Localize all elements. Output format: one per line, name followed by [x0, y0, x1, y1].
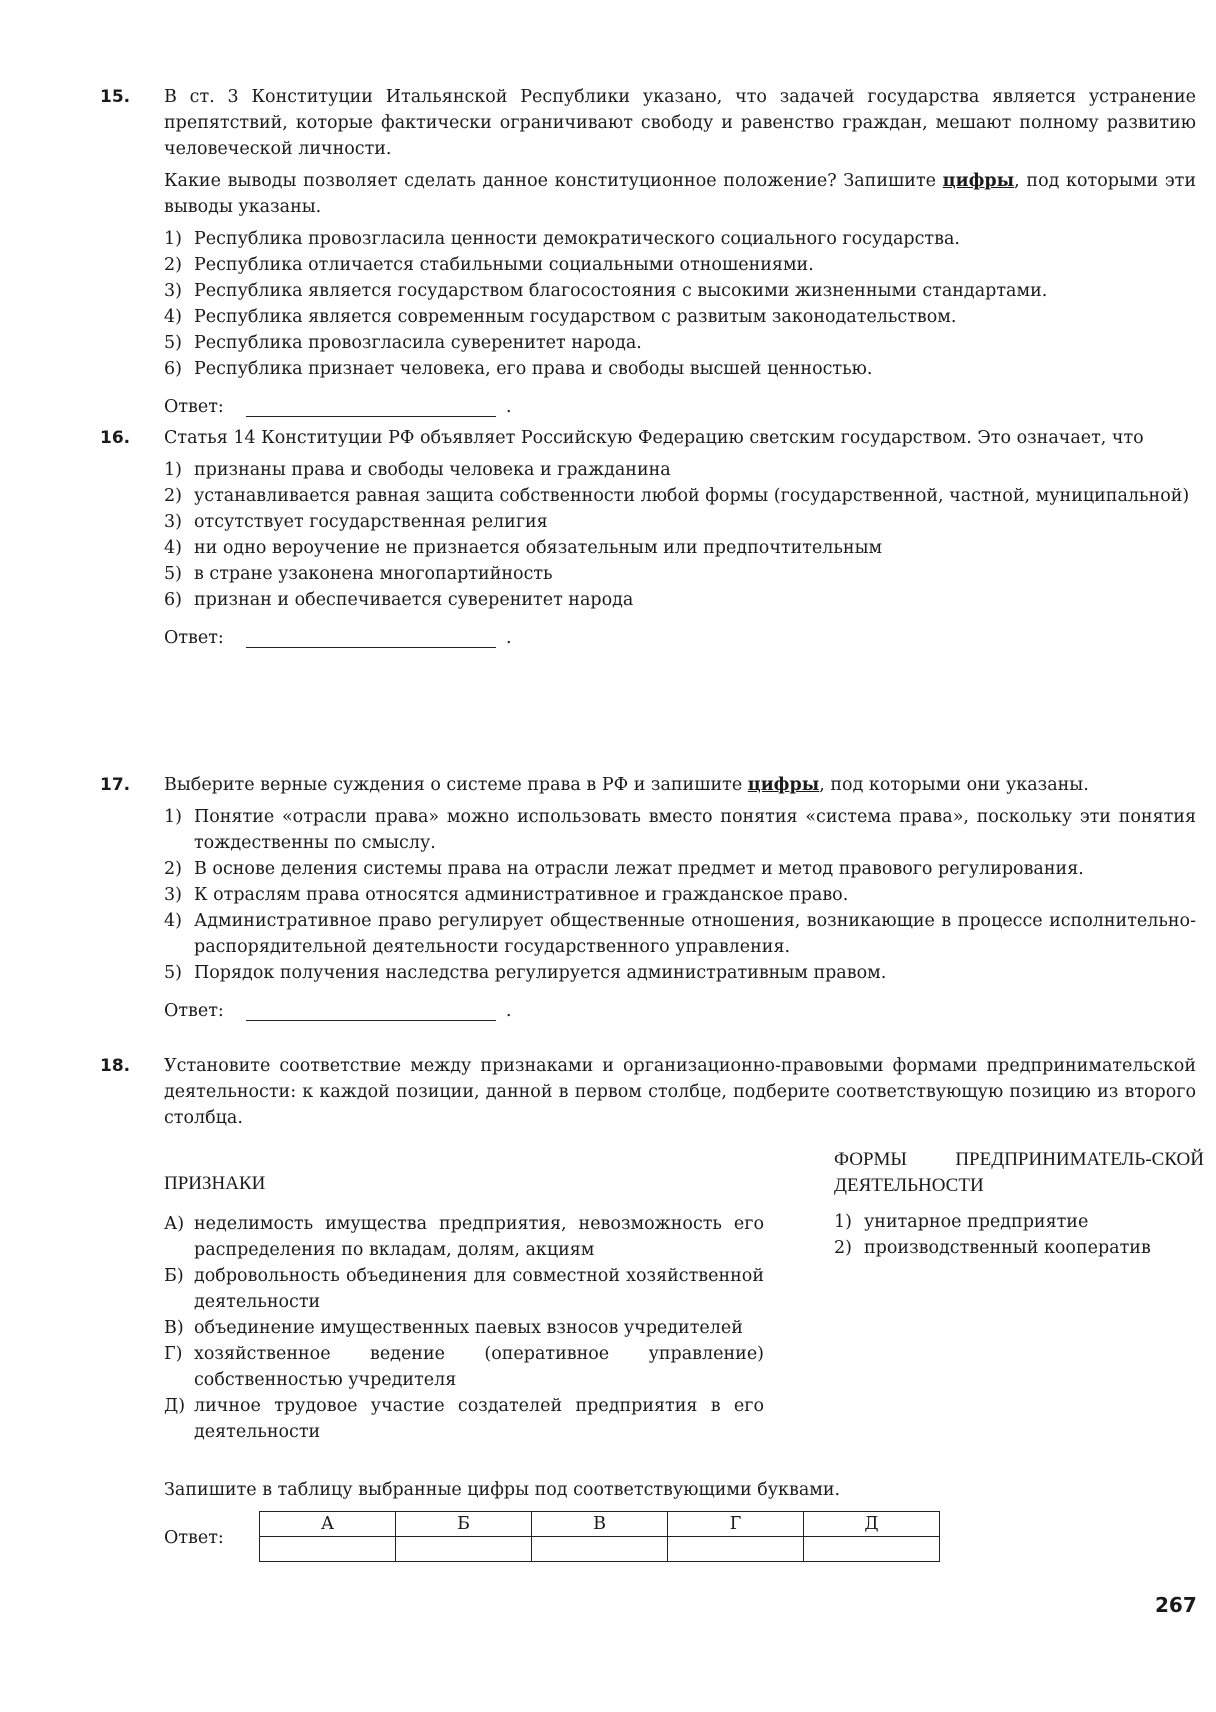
question-prompt: Выберите верные суждения о системе права в РФ и запишите цифры, под которыми они указаны. — [164, 775, 1089, 795]
answer-cell[interactable] — [260, 1537, 396, 1562]
option: 5) в стране узаконена многопартийность — [164, 564, 553, 584]
feature-item: Д) личное трудовое участие создателей предприятия в его деятельности — [164, 1396, 764, 1442]
answer-cell[interactable] — [396, 1537, 532, 1562]
answer-label: Ответ: — [164, 397, 224, 417]
option: 1) Понятие «отрасли права» можно использовать вместо понятия «система права», поскольку эти понятия тождественны по смыслу. — [164, 807, 1196, 853]
answer-label: Ответ: — [164, 1001, 224, 1021]
answer-field[interactable]: Ответ: . — [164, 394, 1196, 420]
question-18 — [100, 1053, 1204, 1571]
question-text: В ст. 3 Конституции Итальянской Республики указано, что задачей государства является устранение препятствий, которые фактически ограничивают свободу и равенство граждан, мешают полному развитию человеческой личности. — [164, 87, 1196, 159]
table-instruction: Запишите в таблицу выбранные цифры под соответствующими буквами. — [164, 1480, 841, 1500]
answer-cell[interactable] — [668, 1537, 804, 1562]
left-column — [164, 1147, 764, 1445]
matching-columns — [164, 1147, 1204, 1477]
question-prompt: Какие выводы позволяет сделать данное конституционное положение? Запишите цифры, под которыми эти выводы указаны. — [164, 171, 1196, 217]
option: 2) Республика отличается стабильными социальными отношениями. — [164, 255, 814, 275]
answer-cell[interactable] — [804, 1537, 940, 1562]
option: 3) отсутствует государственная религия — [164, 512, 548, 532]
question-text: Установите соответствие между признаками и организационно-правовыми формами предпринимательской деятельности: к каждой позиции, данной в первом столбце, подберите соответствующую позицию из второго столбца. — [164, 1056, 1196, 1128]
answer-table — [259, 1511, 940, 1562]
option: 4) ни одно вероучение не признается обязательным или предпочтительным — [164, 538, 883, 558]
options-list — [164, 226, 1196, 382]
answer-field[interactable]: Ответ: . — [164, 625, 1196, 651]
answer-label: Ответ: — [164, 628, 224, 648]
question-number: 18. — [100, 1056, 131, 1076]
answer-line[interactable] — [246, 647, 496, 648]
table-header-cell: В — [532, 1512, 668, 1537]
forms-list — [834, 1209, 1204, 1261]
option: 5) Республика провозгласила суверенитет народа. — [164, 333, 642, 353]
option: 4) Административное право регулирует общественные отношения, возникающие в процессе исполнительно-распорядительной деятельности государственного управления. — [164, 911, 1196, 957]
options-list — [164, 804, 1196, 986]
option: 5) Порядок получения наследства регулируется административным правом. — [164, 963, 887, 983]
option: 1) Республика провозгласила ценности демократического социального государства. — [164, 229, 960, 249]
answer-field[interactable]: Ответ: . — [164, 998, 1196, 1024]
answer-table-block — [164, 1511, 1196, 1571]
emphasis: цифры — [747, 775, 820, 795]
feature-item: В) объединение имущественных паевых взносов учредителей — [164, 1318, 743, 1338]
question-number: 16. — [100, 428, 131, 448]
question-text: Статья 14 Конституции РФ объявляет Российскую Федерацию светским государством. Это означает, что — [164, 428, 1144, 448]
answer-line[interactable] — [246, 416, 496, 417]
option: 4) Республика является современным государством с развитым законодательством. — [164, 307, 957, 327]
page-number: 267 — [1155, 1593, 1197, 1617]
table-header-cell: А — [260, 1512, 396, 1537]
table-header-cell: Г — [668, 1512, 804, 1537]
emphasis: цифры — [942, 171, 1015, 191]
feature-item: А) неделимость имущества предприятия, невозможность его распределения по вкладам, долям, акциям — [164, 1214, 764, 1260]
question-17 — [100, 772, 1196, 1024]
option: 6) Республика признает человека, его права и свободы высшей ценностью. — [164, 359, 873, 379]
table-answer-row — [260, 1537, 940, 1562]
right-column-header: ФОРМЫ ПРЕДПРИНИМАТЕЛЬ-СКОЙ ДЕЯТЕЛЬНОСТИ — [834, 1149, 1204, 1196]
answer-line[interactable] — [246, 1020, 496, 1021]
features-list — [164, 1211, 764, 1445]
option: 3) К отраслям права относятся административное и гражданское право. — [164, 885, 849, 905]
table-header-cell: Б — [396, 1512, 532, 1537]
left-column-header: ПРИЗНАКИ — [164, 1173, 266, 1194]
form-item: 2) производственный кооператив — [834, 1238, 1151, 1258]
table-header-cell: Д — [804, 1512, 940, 1537]
answer-cell[interactable] — [532, 1537, 668, 1562]
feature-item: Б) добровольность объединения для совместной хозяйственной деятельности — [164, 1266, 764, 1312]
option: 2) В основе деления системы права на отрасли лежат предмет и метод правового регулирования. — [164, 859, 1084, 879]
question-number: 15. — [100, 87, 131, 107]
options-list — [164, 457, 1196, 613]
option: 3) Республика является государством благосостояния с высокими жизненными стандартами. — [164, 281, 1048, 301]
question-number: 17. — [100, 775, 131, 795]
option: 6) признан и обеспечивается суверенитет народа — [164, 590, 634, 610]
right-column — [834, 1147, 1204, 1261]
option: 2) устанавливается равная защита собственности любой формы (государственной, частной, муниципальной) — [164, 486, 1190, 506]
feature-item: Г) хозяйственное ведение (оперативное управление) собственностью учредителя — [164, 1344, 764, 1390]
table-header-row — [260, 1512, 940, 1537]
question-16 — [100, 425, 1196, 651]
question-15 — [100, 84, 1196, 420]
option: 1) признаны права и свободы человека и гражданина — [164, 460, 671, 480]
form-item: 1) унитарное предприятие — [834, 1212, 1089, 1232]
answer-label: Ответ: — [164, 1528, 224, 1548]
